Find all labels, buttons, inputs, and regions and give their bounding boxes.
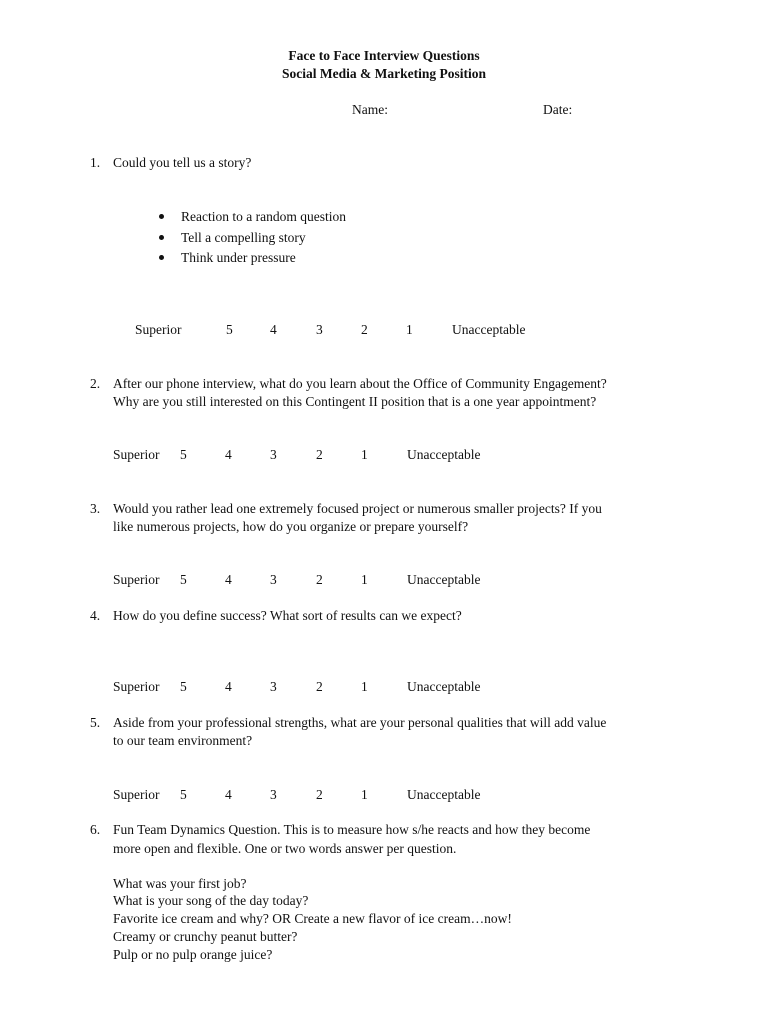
question-text: more open and flexible. One or two words answer per question. <box>113 841 457 856</box>
question-text: Fun Team Dynamics Question. This is to measure how s/he reacts and how they become <box>113 822 591 837</box>
rating-score-1: 1 <box>361 572 368 587</box>
question-text: How do you define success? What sort of results can we expect? <box>113 608 462 623</box>
question-text: like numerous projects, how do you organize or prepare yourself? <box>113 519 469 534</box>
rating-score-4: 4 <box>270 322 277 337</box>
rating-high-label: Superior <box>113 679 160 694</box>
rating-score-2: 2 <box>316 679 323 694</box>
rating-score-3: 3 <box>270 447 277 462</box>
rating-score-5: 5 <box>180 787 187 802</box>
rating-high-label: Superior <box>113 572 160 587</box>
rating-score-4: 4 <box>225 787 232 802</box>
bullet-dot-icon <box>159 235 164 240</box>
question-text: Could you tell us a story? <box>113 155 252 170</box>
rating-low-label: Unacceptable <box>407 679 481 694</box>
rating-score-5: 5 <box>226 322 233 337</box>
sub-question: What was your first job? <box>113 876 247 891</box>
rating-score-5: 5 <box>180 447 187 462</box>
question-text: Aside from your professional strengths, what are your personal qualities that will add value <box>113 715 607 730</box>
rating-score-3: 3 <box>270 679 277 694</box>
question-number: 2. <box>90 376 101 391</box>
rating-high-label: Superior <box>135 322 182 337</box>
rating-score-5: 5 <box>180 679 187 694</box>
bullet-item: Think under pressure <box>181 250 296 265</box>
name-label: Name: <box>352 102 388 117</box>
sub-question: Favorite ice cream and why? OR Create a new flavor of ice cream…now! <box>113 911 512 926</box>
sub-question: What is your song of the day today? <box>113 893 309 908</box>
rating-score-1: 1 <box>361 447 368 462</box>
bullet-dot-icon <box>159 214 164 219</box>
rating-low-label: Unacceptable <box>407 447 481 462</box>
question-text: After our phone interview, what do you learn about the Office of Community Engagement? <box>113 376 607 391</box>
rating-score-1: 1 <box>406 322 413 337</box>
question-number: 5. <box>90 715 101 730</box>
rating-score-1: 1 <box>361 679 368 694</box>
rating-score-4: 4 <box>225 447 232 462</box>
date-label: Date: <box>543 102 573 117</box>
question-text: to our team environment? <box>113 733 253 748</box>
rating-score-4: 4 <box>225 572 232 587</box>
rating-score-2: 2 <box>361 322 368 337</box>
bullet-item: Reaction to a random question <box>181 209 346 224</box>
question-text: Would you rather lead one extremely focused project or numerous smaller projects? If you <box>113 501 602 516</box>
rating-low-label: Unacceptable <box>452 322 526 337</box>
sub-question: Pulp or no pulp orange juice? <box>113 947 273 962</box>
rating-high-label: Superior <box>113 447 160 462</box>
rating-score-3: 3 <box>316 322 323 337</box>
rating-score-2: 2 <box>316 787 323 802</box>
bullet-dot-icon <box>159 255 164 260</box>
rating-score-1: 1 <box>361 787 368 802</box>
question-number: 3. <box>90 501 101 516</box>
rating-score-2: 2 <box>316 447 323 462</box>
form-title: Face to Face Interview Questions <box>288 48 480 63</box>
bullet-item: Tell a compelling story <box>181 230 306 245</box>
rating-low-label: Unacceptable <box>407 572 481 587</box>
rating-score-2: 2 <box>316 572 323 587</box>
question-number: 4. <box>90 608 101 623</box>
form-subtitle: Social Media & Marketing Position <box>282 66 486 81</box>
rating-score-3: 3 <box>270 787 277 802</box>
rating-high-label: Superior <box>113 787 160 802</box>
question-number: 6. <box>90 822 101 837</box>
question-text: Why are you still interested on this Contingent II position that is a one year appointment? <box>113 394 597 409</box>
rating-score-4: 4 <box>225 679 232 694</box>
question-number: 1. <box>90 155 101 170</box>
rating-score-3: 3 <box>270 572 277 587</box>
sub-question: Creamy or crunchy peanut butter? <box>113 929 298 944</box>
rating-low-label: Unacceptable <box>407 787 481 802</box>
rating-score-5: 5 <box>180 572 187 587</box>
